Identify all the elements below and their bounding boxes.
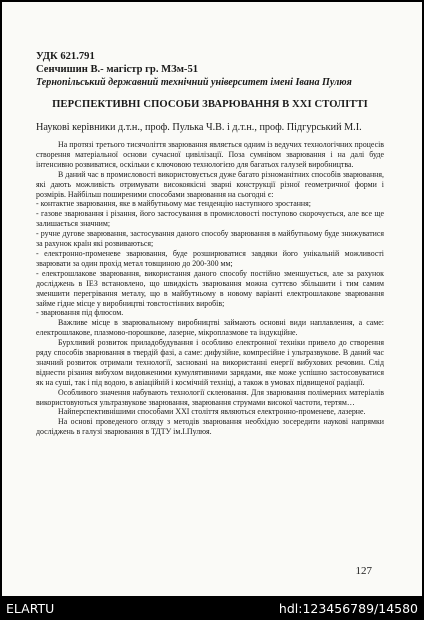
list-item: - електронно-променеве зварювання, буде розширюватися завдяки його унікальній можливості зварювати за один прохід метал товщиною до 200-300 мм; — [36, 248, 384, 268]
page-number: 127 — [355, 565, 372, 577]
udc-code: УДК 621.791 — [36, 51, 95, 62]
handle-identifier: hdl:123456789/14580 — [278, 601, 418, 616]
article-title: ПЕРСПЕКТИВНІ СПОСОБИ ЗВАРЮВАННЯ В ХХІ СТОЛІТТІ — [52, 99, 368, 110]
document-page — [2, 2, 422, 596]
paragraph: Особливого значення набувають технології склеювання. Для зварювання полімерних матеріалів використовуються ультразвукове зварювання, зварювання струмами високої частоти, тертям… — [36, 387, 384, 407]
list-item: - контактне зварювання, яке в майбутньому має тенденцію наступного зростання; — [36, 199, 311, 209]
list-item: - електрошлакове зварювання, використання даного способу постійно зменшується, але за рахунок досліджень в ІЕЗ встановлено, що швидкість зварювання можна суттєво збільшити і тим самим зменшити перегрівання металу, що в майбутньому в новому варіанті електрошлакове зварювання займе гідне місце у виробництві товстостінних виробів; — [36, 268, 384, 308]
paragraph: На основі проведеного огляду з методів зварювання необхідно зосередити наукові напрямки досліджень в галузі зварювання в ТДТУ ім.І.Пулюя. — [36, 417, 384, 437]
institution-line: Тернопільський державний технічний університет імені Івана Пулюя — [36, 77, 352, 88]
list-item: - ручне дугове зварювання, застосування даного способу зварювання в майбутньому буде знижуватися за рахунок країн які розвиваються; — [36, 229, 384, 249]
list-item: - газове зварювання і різання, його застосування в промисловості поступово скорочується, але все ще залишається значним; — [36, 209, 384, 229]
list-item: - зварювання під флюсом. — [36, 308, 124, 318]
paragraph: В даний час в промисловості використовується дуже багато різноманітних способів зварювання, які дають можливість отримувати високоякісні зварні конструкції різної геометричної форми і розмірів. Найбільш поширеними способами зварювання на сьогодні є: — [36, 169, 384, 199]
paragraph: На протязі третього тисячоліття зварювання являється одним із ведучих технологічних процесів створення матеріальної основи сучасної цивілізації. Поза сумнівом зварювання і на далі буде інтенсивно розвиватися, оскільки є ключовою технологією для багатьох галузей виробництва. — [36, 140, 384, 169]
paragraph: Найперспективнішими способами ХХІ століття являються електронно-променеве, лазерне. — [58, 407, 366, 417]
supervisors-line: Наукові керівники д.т.н., проф. Пулька Ч.В. і д.т.н., проф. Підгурський М.І. — [36, 122, 362, 133]
article-body — [36, 50, 384, 437]
paragraph: Важливе місце в зварювальному виробництві займають основні види наплавлення, а саме: електрошлакове, плазмово-порошкове, лазерне, мікроплазмове та індукційне. — [36, 318, 384, 338]
author-line: Сенчишин В.- магістр гр. МЗм-51 — [36, 64, 199, 75]
repository-footer — [0, 598, 424, 620]
paragraph: Бурхливий розвиток приладобудування і особливо електронної техніки привело до створення ряду способів зварювання в твердій фазі, а саме: дифузійне, компресійне і ультразвукове. В даний час значний розвиток отримали технології, засновані на використанні енергії вибухових речовин. Слід віднести різання вибухом видовженими кумулятивними зарядами, яке може успішно застосовуватися як на суші, так і під водою, в авіаційній і космічній техніці, а також в умовах підвищеної радіації. — [36, 338, 384, 387]
repository-name: ELARTU — [6, 601, 55, 616]
